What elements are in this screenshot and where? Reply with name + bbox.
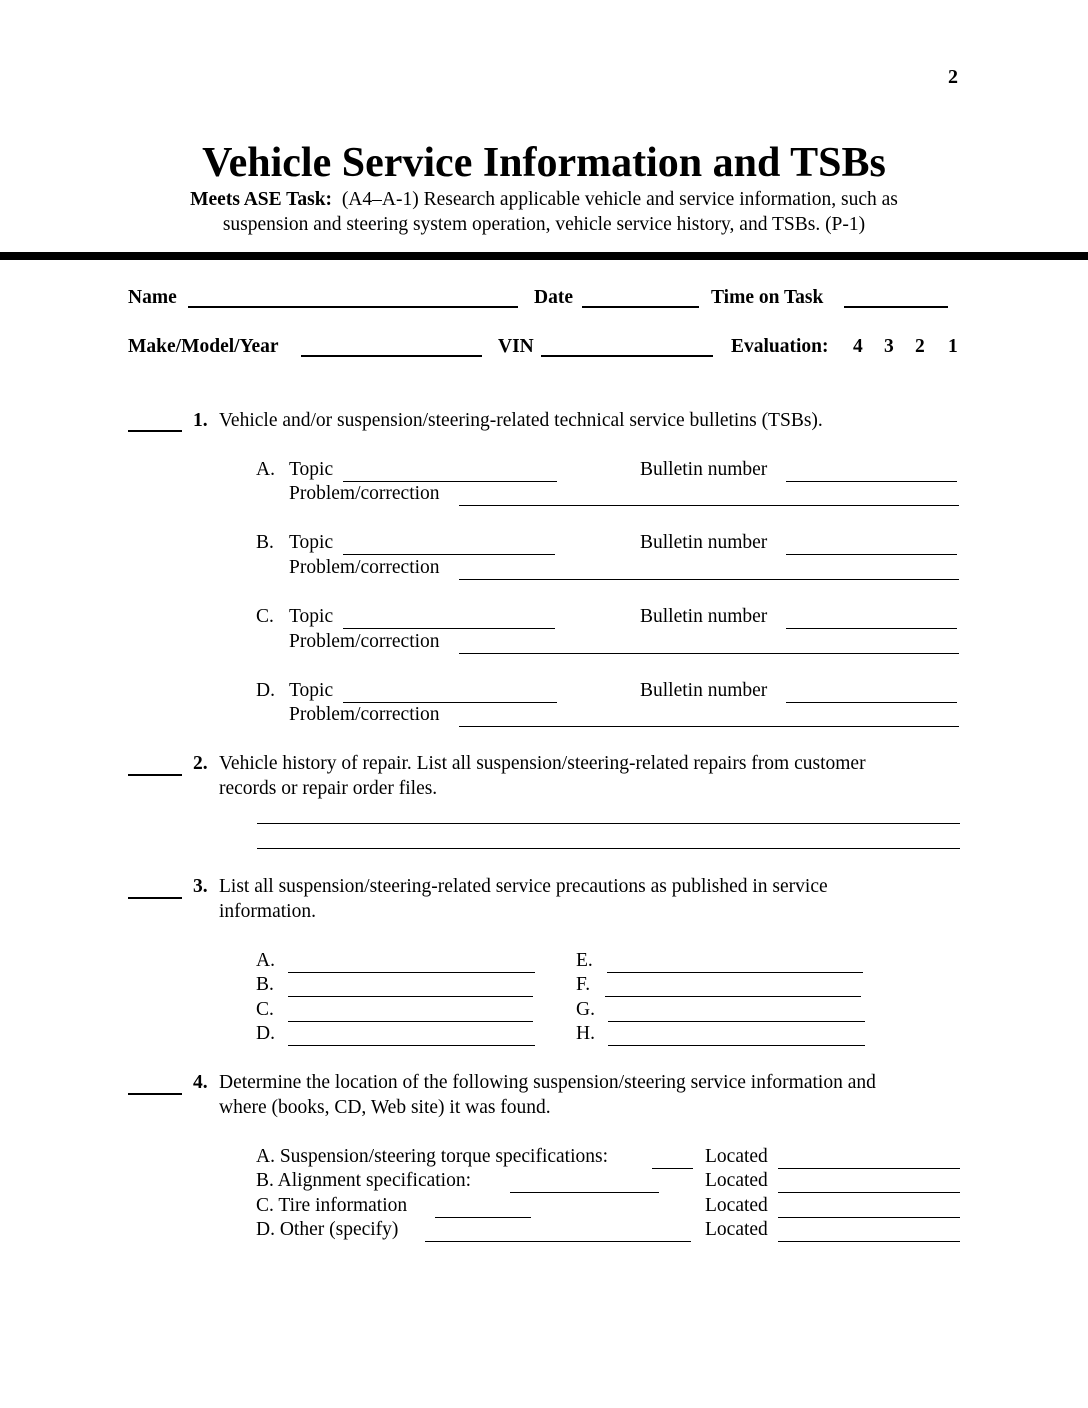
q3-field-h[interactable] bbox=[608, 1045, 865, 1046]
q3-letter-b: B. bbox=[256, 974, 274, 995]
q4c-field[interactable] bbox=[435, 1217, 531, 1218]
ase-task-label: Meets ASE Task: bbox=[190, 189, 333, 210]
q1a-topic-field[interactable] bbox=[343, 481, 557, 482]
q4d-located-field[interactable] bbox=[778, 1241, 960, 1242]
evaluation-option-2[interactable]: 2 bbox=[915, 336, 925, 357]
q1a-problem-label: Problem/correction bbox=[289, 483, 440, 504]
q3-letter-g: G. bbox=[576, 999, 595, 1020]
page-number: 2 bbox=[948, 66, 958, 88]
evaluation-label: Evaluation: bbox=[731, 336, 829, 357]
q3-text-line-2: information. bbox=[219, 901, 316, 922]
q1d-topic-label: Topic bbox=[289, 680, 334, 701]
q1b-topic-label: Topic bbox=[289, 532, 334, 553]
q1c-problem-label: Problem/correction bbox=[289, 631, 440, 652]
q1d-problem-field[interactable] bbox=[459, 726, 959, 727]
q1c-letter: C. bbox=[256, 606, 274, 627]
q3-field-a[interactable] bbox=[288, 972, 535, 973]
vin-field[interactable] bbox=[541, 355, 713, 357]
q1-score-field[interactable] bbox=[128, 430, 182, 432]
q4a-located-field[interactable] bbox=[778, 1168, 960, 1169]
q1a-bulletin-field[interactable] bbox=[786, 481, 957, 482]
q1b-topic-field[interactable] bbox=[343, 554, 555, 555]
q3-letter-h: H. bbox=[576, 1023, 595, 1044]
q1a-topic-label: Topic bbox=[289, 459, 334, 480]
q1c-problem-field[interactable] bbox=[459, 653, 959, 654]
q3-field-b[interactable] bbox=[288, 996, 533, 997]
q4-score-field[interactable] bbox=[128, 1093, 182, 1095]
q3-text-line-1: List all suspension/steering-related service precautions as published in service bbox=[219, 876, 828, 897]
q4c-located-label: Located bbox=[705, 1195, 768, 1216]
q1-text: Vehicle and/or suspension/steering-related technical service bulletins (TSBs). bbox=[219, 410, 823, 431]
q1b-problem-field[interactable] bbox=[459, 579, 959, 580]
q1c-bulletin-field[interactable] bbox=[786, 628, 957, 629]
q3-field-c[interactable] bbox=[288, 1021, 533, 1022]
date-field[interactable] bbox=[582, 306, 699, 308]
q1b-problem-label: Problem/correction bbox=[289, 557, 440, 578]
q3-field-e[interactable] bbox=[607, 972, 863, 973]
q2-answer-line-1[interactable] bbox=[257, 823, 960, 824]
q1b-letter: B. bbox=[256, 532, 274, 553]
q3-number: 3. bbox=[193, 876, 208, 897]
q1d-letter: D. bbox=[256, 680, 275, 701]
q2-score-field[interactable] bbox=[128, 774, 182, 776]
q2-text-line-1: Vehicle history of repair. List all suspension/steering-related repairs from customer bbox=[219, 753, 866, 774]
q1d-bulletin-field[interactable] bbox=[786, 702, 957, 703]
q1c-topic-field[interactable] bbox=[343, 628, 555, 629]
q1a-bulletin-label: Bulletin number bbox=[640, 459, 768, 480]
q4a-label: A. Suspension/steering torque specifications: bbox=[256, 1146, 609, 1167]
make-model-year-label: Make/Model/Year bbox=[128, 336, 279, 357]
q4b-label: B. Alignment specification: bbox=[256, 1170, 472, 1191]
name-label: Name bbox=[128, 287, 177, 308]
q4a-located-label: Located bbox=[705, 1146, 768, 1167]
q1b-bulletin-field[interactable] bbox=[786, 554, 957, 555]
evaluation-option-1[interactable]: 1 bbox=[948, 336, 958, 357]
q4b-located-label: Located bbox=[705, 1170, 768, 1191]
q1d-bulletin-label: Bulletin number bbox=[640, 680, 768, 701]
q4d-located-label: Located bbox=[705, 1219, 768, 1240]
q3-letter-e: E. bbox=[576, 950, 593, 971]
q3-field-f[interactable] bbox=[605, 996, 861, 997]
name-field[interactable] bbox=[188, 306, 518, 308]
q1-number: 1. bbox=[193, 410, 208, 431]
ase-task-line-1 bbox=[0, 189, 1088, 211]
q3-letter-d: D. bbox=[256, 1023, 275, 1044]
evaluation-option-4[interactable]: 4 bbox=[853, 336, 863, 357]
evaluation-option-3[interactable]: 3 bbox=[884, 336, 894, 357]
page-title: Vehicle Service Information and TSBs bbox=[202, 140, 886, 186]
q1c-topic-label: Topic bbox=[289, 606, 334, 627]
q4-text-line-1: Determine the location of the following suspension/steering service information and bbox=[219, 1072, 876, 1093]
q4b-field[interactable] bbox=[510, 1192, 659, 1193]
q1a-problem-field[interactable] bbox=[459, 505, 959, 506]
make-model-year-field[interactable] bbox=[301, 355, 482, 357]
header-rule bbox=[0, 252, 1088, 260]
q2-answer-line-2[interactable] bbox=[257, 848, 960, 849]
q4c-located-field[interactable] bbox=[778, 1217, 960, 1218]
q3-letter-c: C. bbox=[256, 999, 274, 1020]
time-on-task-field[interactable] bbox=[844, 306, 948, 308]
q4b-located-field[interactable] bbox=[778, 1192, 960, 1193]
ase-task-text-1: (A4–A-1) Research applicable vehicle and service information, such as bbox=[341, 189, 898, 210]
q1a-letter: A. bbox=[256, 459, 275, 480]
time-on-task-label: Time on Task bbox=[711, 287, 824, 308]
q4d-field[interactable] bbox=[425, 1241, 691, 1242]
q3-letter-a: A. bbox=[256, 950, 275, 971]
q4a-field[interactable] bbox=[652, 1168, 693, 1169]
q1c-bulletin-label: Bulletin number bbox=[640, 606, 768, 627]
q4c-label: C. Tire information bbox=[256, 1195, 408, 1216]
q3-score-field[interactable] bbox=[128, 897, 182, 899]
q1d-topic-field[interactable] bbox=[343, 702, 557, 703]
q2-text-line-2: records or repair order files. bbox=[219, 778, 438, 799]
vin-label: VIN bbox=[498, 336, 534, 357]
q4-number: 4. bbox=[193, 1072, 208, 1093]
q2-number: 2. bbox=[193, 753, 208, 774]
ase-task-line-2: suspension and steering system operation, vehicle service history, and TSBs. (P-1) bbox=[222, 214, 866, 235]
q1b-bulletin-label: Bulletin number bbox=[640, 532, 768, 553]
q3-letter-f: F. bbox=[576, 974, 591, 995]
q3-field-g[interactable] bbox=[608, 1021, 865, 1022]
q3-field-d[interactable] bbox=[288, 1045, 535, 1046]
q4-text-line-2: where (books, CD, Web site) it was found. bbox=[219, 1097, 551, 1118]
q4d-label: D. Other (specify) bbox=[256, 1219, 399, 1240]
date-label: Date bbox=[534, 287, 573, 308]
q1d-problem-label: Problem/correction bbox=[289, 704, 440, 725]
